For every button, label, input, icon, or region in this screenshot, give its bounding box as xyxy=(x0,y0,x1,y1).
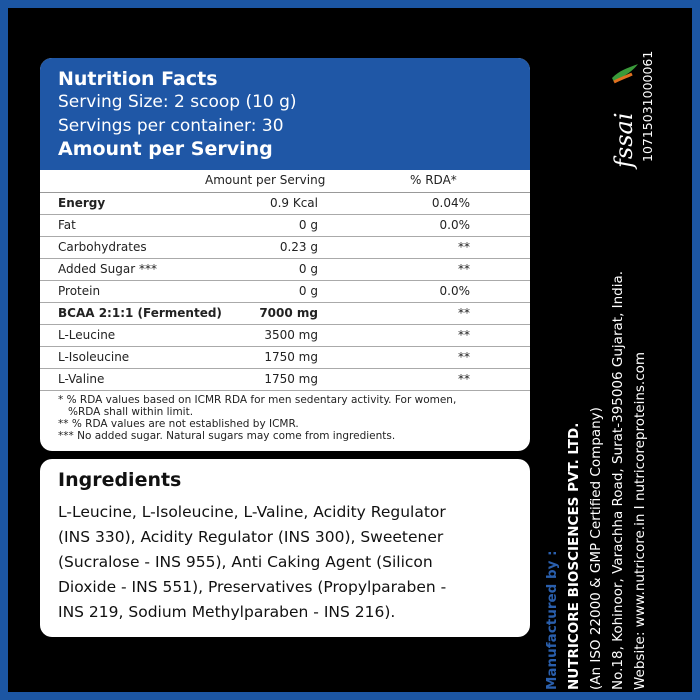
company-name: NUTRICORE BIOSCIENCES PVT. LTD. xyxy=(566,422,582,690)
amount-per-serving-heading: Amount per Serving xyxy=(58,138,273,160)
footnote-2: ** % RDA values are not established by ICMR. xyxy=(58,418,299,430)
nutrition-title: Nutrition Facts xyxy=(58,68,218,90)
column-rda: % RDA* xyxy=(410,173,457,187)
nutrition-row xyxy=(40,258,530,281)
nutrient-amount: 1750 mg xyxy=(264,350,318,364)
nutrition-row xyxy=(40,236,530,259)
website: Website: www.nutricore.in I nutricoreproteins.com xyxy=(632,351,648,690)
nutrient-name: Fat xyxy=(58,218,76,232)
nutrient-amount: 1750 mg xyxy=(264,372,318,386)
nutrition-row xyxy=(40,214,530,237)
nutrition-row xyxy=(40,346,530,369)
nutrient-amount: 7000 mg xyxy=(259,306,318,320)
nutrient-name: L-Isoleucine xyxy=(58,350,130,364)
nutrition-facts-panel xyxy=(40,58,530,451)
ingredients-line: (INS 330), Acidity Regulator (INS 300), Sweetener xyxy=(58,528,444,546)
fssai-wordmark: fssai xyxy=(610,112,638,168)
nutrition-header xyxy=(40,58,530,170)
nutrient-name: Carbohydrates xyxy=(58,240,147,254)
nutrient-rda: 0.04% xyxy=(431,196,470,210)
ingredients-line: (Sucralose - INS 955), Anti Caking Agent (Silicon xyxy=(58,553,433,571)
nutrient-name: L-Leucine xyxy=(58,328,116,342)
ingredients-panel xyxy=(40,459,530,637)
nutrient-rda: ** xyxy=(458,306,470,320)
ingredients-line: INS 219, Sodium Methylparaben - INS 216). xyxy=(58,603,396,621)
ingredients-title: Ingredients xyxy=(58,469,182,491)
nutrient-rda: ** xyxy=(458,350,470,364)
nutrient-name: BCAA 2:1:1 (Fermented) xyxy=(58,306,222,320)
column-amount: Amount per Serving xyxy=(205,173,326,187)
nutrient-amount: 0.23 g xyxy=(279,240,318,254)
nutrient-rda: ** xyxy=(458,262,470,276)
nutrient-amount: 0 g xyxy=(298,218,318,232)
certification: (An ISO 22000 & GMP Certified Company) xyxy=(588,407,604,690)
address: No.18, Kohinoor, Varachha Road, Surat-395006 Gujarat, India. xyxy=(610,270,626,690)
nutrient-amount: 0.9 Kcal xyxy=(269,196,318,210)
fssai-license-number: 10715031000061 xyxy=(640,50,655,162)
nutrient-rda: 0.0% xyxy=(439,284,470,298)
nutrient-name: Energy xyxy=(58,196,106,210)
nutrition-row xyxy=(40,368,530,391)
nutrient-amount: 0 g xyxy=(298,284,318,298)
nutrient-rda: ** xyxy=(458,328,470,342)
nutrient-name: L-Valine xyxy=(58,372,105,386)
nutrient-amount: 3500 mg xyxy=(264,328,318,342)
footnote-1: * % RDA values based on ICMR RDA for men sedentary activity. For women, xyxy=(58,394,457,406)
nutrient-rda: 0.0% xyxy=(439,218,470,232)
serving-size: Serving Size: 2 scoop (10 g) xyxy=(58,92,297,112)
footnote-1-cont: %RDA shall within limit. xyxy=(68,406,194,418)
nutrition-row xyxy=(40,324,530,347)
nutrient-amount: 0 g xyxy=(298,262,318,276)
nutrition-row xyxy=(40,192,530,215)
nutrition-column-headers xyxy=(40,170,530,193)
nutrition-row xyxy=(40,280,530,303)
nutrition-row xyxy=(40,302,530,325)
nutrient-name: Added Sugar *** xyxy=(58,262,157,276)
ingredients-line: Dioxide - INS 551), Preservatives (Propylparaben - xyxy=(58,578,447,596)
nutrient-rda: ** xyxy=(458,240,470,254)
ingredients-line: L-Leucine, L-Isoleucine, L-Valine, Acidity Regulator xyxy=(58,503,446,521)
manufactured-by-label: Manufactured by : xyxy=(544,550,560,690)
nutrient-name: Protein xyxy=(58,284,101,298)
servings-per-container: Servings per container: 30 xyxy=(58,116,284,136)
footnote-3: *** No added sugar. Natural sugars may come from ingredients. xyxy=(58,430,396,442)
nutrient-rda: ** xyxy=(458,372,470,386)
